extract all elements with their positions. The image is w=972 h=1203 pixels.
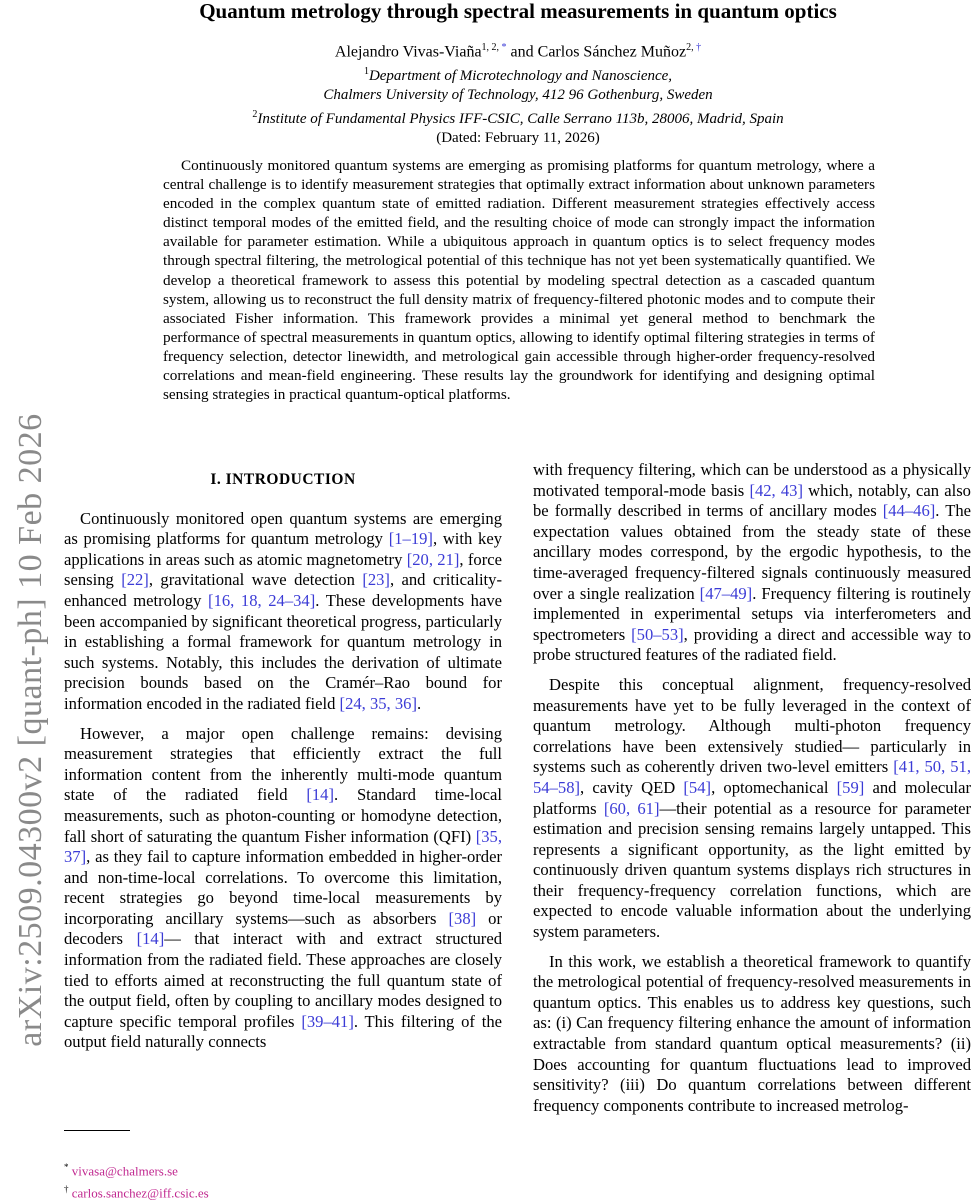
paper-header (64, 0, 972, 148)
paragraph-text: which, notably, can also be formally described in terms of ancillary modes (533, 480, 971, 521)
footnotes (64, 1158, 209, 1203)
paragraph-text: Despite this conceptual alignment, frequency-resolved measurements have yet to be fully leveraged in the context of quantum metrology. Although multi-photon frequency correlations have been extensively studied— particularly in systems such as coherently driven two-level emitters (533, 674, 971, 777)
footnote-2-email-link[interactable]: carlos.sanchez@iff.csic.es (71, 1185, 209, 1201)
citation-link[interactable]: [47–49] (699, 583, 753, 603)
paragraph-text: and molecular platforms (533, 777, 972, 818)
citation-link[interactable]: [54] (683, 777, 712, 797)
citation-link[interactable]: [14] (136, 929, 165, 949)
paragraph-text: . These developments have been accompanied by significant theoretical progress, particularly in establishing a formal framework for quantum metrology in such systems. Notably, this includes the derivation of ultimate precision bounds based on the Cramér–Rao bound for information encoded in the radiated field (64, 590, 503, 713)
affiliation-2-line1: Institute of Fundamental Physics IFF-CSIC, Calle Serrano 113b, 28006, Madrid, Spain (257, 111, 784, 128)
left-column (64, 470, 502, 1062)
arxiv-identifier-text: arXiv:2509.04300v2 [quant-ph] 10 Feb 2026 (12, 413, 49, 1047)
paragraph-text: , cavity QED (580, 777, 684, 797)
author-1-affil: 1, 2, (481, 42, 502, 53)
paragraph-text: , and criticality-enhanced metrology (64, 570, 502, 610)
affiliation-1-cont: Chalmers University of Technology, 412 96 Gothenburg, Sweden (323, 87, 713, 104)
arxiv-identifier-stamp (0, 280, 62, 1180)
footnote-2 (64, 1180, 209, 1202)
paragraph-text: In this work, we establish a theoretical framework to quantify the metrological potential of frequency-resolved measurements in quantum optics. This enables us to address key questions, such as: (i) Can frequency filtering enhance the amount of information extractable from standard quantum optical measurements? (ii) Does accounting for quantum fluctuations lead to improved sensitivity? (iii) Do quantum correlations between different frequency components contribute to increased metrolog- (533, 951, 971, 1115)
affiliation-2 (64, 105, 972, 129)
author-1-footnote-link[interactable]: * (501, 42, 507, 53)
paper-title: Quantum metrology through spectral measurements in quantum optics (199, 0, 837, 23)
citation-link[interactable]: [14] (306, 785, 334, 805)
paragraph-text: . This filtering of the output field naturally connects (64, 1011, 502, 1052)
paragraph-text: with frequency filtering, which can be understood as a physically motivated temporal-mode basis (533, 460, 971, 500)
citation-link[interactable]: [1–19] (388, 529, 433, 549)
paragraph-text: —their potential as a resource for parameter estimation and precision sensing remains largely untapped. This represents a significant opportunity, as the light emitted by continuously driven quantum systems displays rich structures in their frequency-frequency correlation functions, which are expected to encode valuable information about the underlying system parameters. (533, 798, 971, 942)
citation-link[interactable]: [24, 35, 36] (339, 693, 417, 713)
citation-link[interactable]: [22] (121, 570, 149, 590)
citation-link[interactable]: [59] (836, 777, 865, 797)
author-line (64, 38, 972, 62)
citation-link[interactable]: [42, 43] (749, 480, 803, 500)
footnote-1-mark: * (64, 1162, 69, 1172)
footnote-1 (64, 1158, 209, 1180)
paragraph (533, 675, 971, 943)
footnote-2-mark: † (64, 1184, 69, 1195)
dated-line: (Dated: February 11, 2026) (436, 130, 600, 147)
paragraph-text: Continuously monitored open quantum systems are emerging as promising platforms for quantum metrology (64, 508, 502, 549)
citation-link[interactable]: [38] (448, 908, 477, 928)
paragraph-text: — that interact with and extract structured information from the radiated field. These approaches are closely tied to efforts aimed at reconstructing the full quantum state of the output field, often by coupling to ancillary modes designed to capture specific temporal profiles (64, 929, 502, 1031)
citation-link[interactable]: [50–53] (631, 624, 684, 644)
paragraph-text: , optomechanical (711, 777, 837, 797)
citation-link[interactable]: [60, 61] (603, 798, 660, 818)
footnote-rule (64, 1130, 130, 1131)
paragraph-text: , gravitational wave detection (148, 570, 363, 590)
author-1: Alejandro Vivas-Viaña (334, 43, 482, 61)
paragraph-text: , with key applications in areas such as atomic magnetometry (64, 529, 503, 569)
paragraph (64, 509, 502, 715)
paragraph (64, 724, 502, 1054)
paragraph-text: , as they fail to capture information embedded in higher-order and non-time-local correlations. To overcome this limitation, recent strategies go beyond time-local measurements by incorporating ancillary systems—such as absorbers (64, 847, 502, 928)
abstract: Continuously monitored quantum systems are emerging as promising platforms for quantum metrology, where a central challenge is to identify measurement strategies that optimally extract information about unknown parameters encoded in the complex quantum state of emitted radiation. Different measurement strategies effectively access distinct temporal modes of the emitted field, and the resulting choice of mode can strongly impact the information available for parameter estimation. While a ubiquitous approach in quantum optics is to select frequency modes through spectral filtering, the metrological potential of this technique has not yet been systematically quantified. We develop a theoretical framework to assess this potential by modeling spectral detection as a cascaded quantum system, allowing us to reconstruct the full density matrix of frequency-filtered photonic modes and to compute their associated Fisher information. This framework provides a minimal yet general method to benchmark the performance of spectral measurements in quantum optics, allowing to identify optimal filtering strategies in terms of frequency selection, detector linewidth, and metrological gain accessible through higher-order frequency-resolved correlations and mean-field engineering. These results lay the groundwork for identifying and designing optimal sensing strategies in practical quantum-optical platforms. (163, 157, 875, 404)
citation-link[interactable]: [23] (362, 570, 390, 590)
author-conjunction: and (506, 43, 538, 61)
footnote-1-email-link[interactable]: vivasa@chalmers.se (71, 1163, 178, 1179)
right-column (533, 460, 971, 1125)
citation-link[interactable]: [35, 37] (64, 826, 502, 867)
affiliation-1-number: 1 (363, 66, 369, 78)
citation-link[interactable]: [20, 21] (406, 549, 460, 569)
paragraph-text: However, a major open challenge remains: devising measurement strategies that efficiently extract the full information content from the inherently multi-mode quantum state of the radiated field (64, 723, 502, 805)
affiliation-1 (64, 62, 972, 86)
paragraph-text: . Frequency filtering is routinely implemented in experimental setups via interferometers and spectrometers (533, 583, 971, 644)
affiliation-1-line1: Department of Microtechnology and Nanoscience, (368, 68, 673, 85)
citation-link[interactable]: [16, 18, 24–34] (208, 590, 316, 610)
paragraph-text: or decoders (64, 908, 502, 949)
author-2-affil: 2, (686, 42, 697, 53)
author-2: Carlos Sánchez Muñoz (537, 43, 687, 61)
paragraph-text: . The expectation values obtained from the steady state of these ancillary modes correspond, by the ergodic hypothesis, to the time-averaged frequency-filtered signals continuously measured over a single realization (533, 501, 971, 603)
affiliation-2-number: 2 (252, 109, 258, 121)
paragraph (533, 460, 971, 666)
citation-link[interactable]: [39–41] (301, 1011, 354, 1031)
paragraph (533, 952, 971, 1117)
author-2-footnote-link[interactable]: † (696, 42, 702, 53)
paragraph-text: , force sensing (64, 549, 502, 590)
paragraph-text: , providing a direct and accessible way to probe structured features of the radiated field. (533, 624, 971, 665)
section-title-introduction: I. INTRODUCTION (210, 471, 356, 488)
citation-link[interactable]: [41, 50, 51, 54–58] (533, 757, 971, 797)
paragraph-text: . Standard time-local measurements, such as photon-counting or homodyne detection, fall short of saturating the quantum Fisher information (QFI) (64, 785, 502, 846)
citation-link[interactable]: [44–46] (882, 501, 936, 521)
paragraph-text: . (416, 693, 422, 713)
